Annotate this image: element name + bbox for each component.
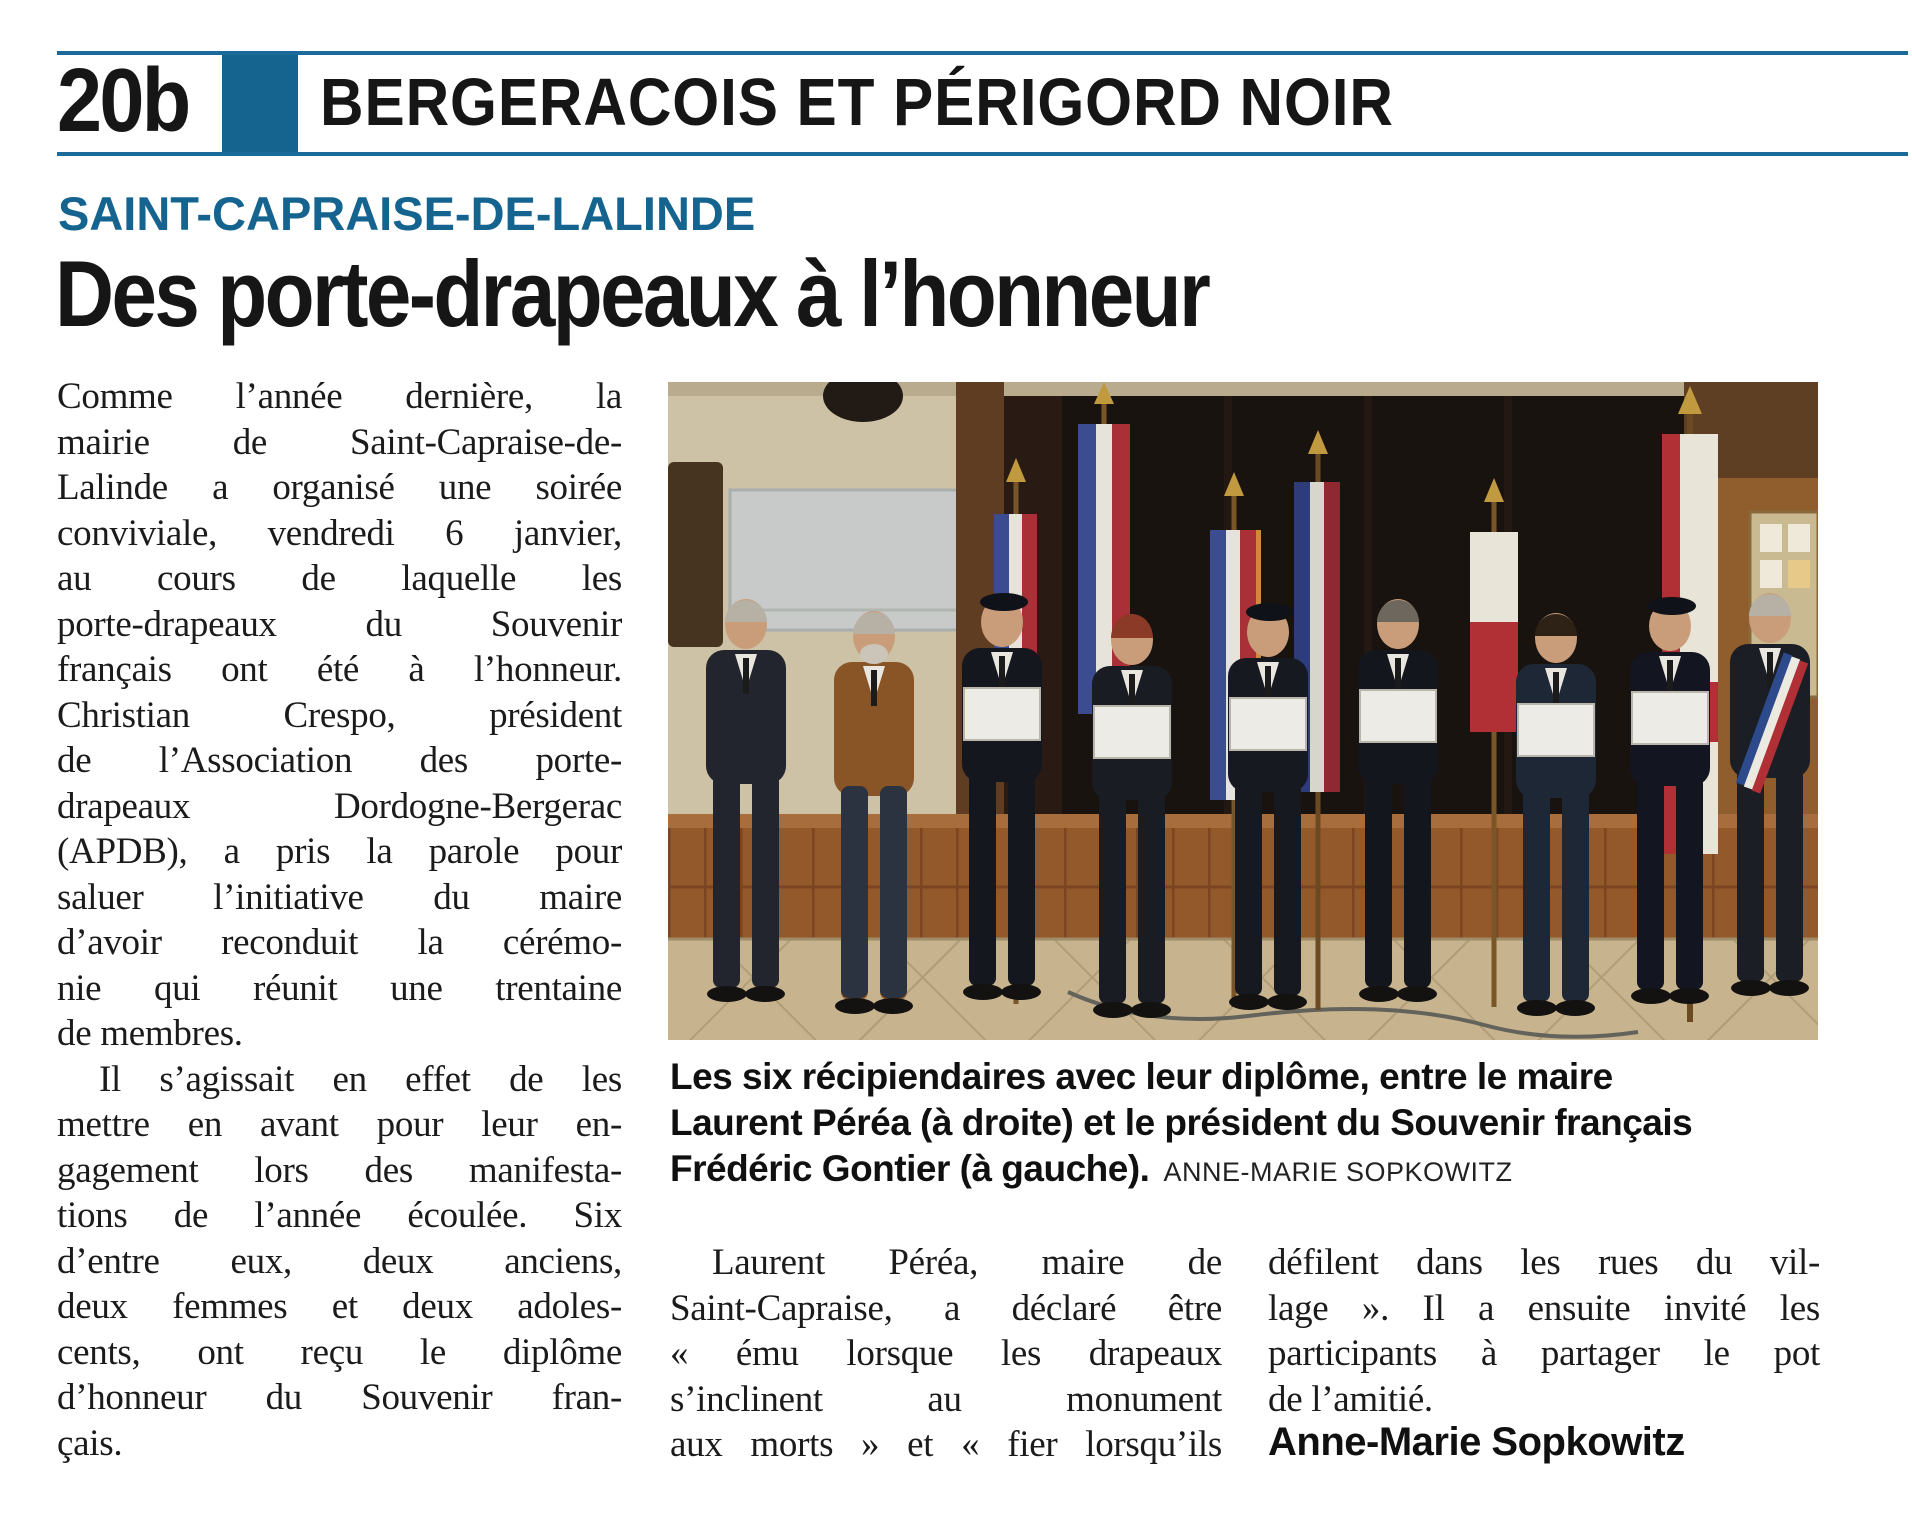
article-photo: [668, 382, 1818, 1040]
section-title: BERGERACOIS ET PÉRIGORD NOIR: [320, 65, 1394, 140]
text-line: çais.: [57, 1422, 123, 1464]
text-line: Christian Crespo, président: [57, 694, 622, 736]
text-line: défilent dans les rues du vil-: [1268, 1242, 1820, 1283]
caption-line: Les six récipiendaires avec leur diplôme, entre le maire: [670, 1056, 1613, 1097]
text-line: Lalinde a organisé une soirée: [57, 467, 622, 508]
header-rule-bottom: [57, 152, 1908, 156]
article-byline: Anne-Marie Sopkowitz: [1268, 1420, 1685, 1464]
article-column-3: [1268, 1240, 1820, 1422]
text-line: deux femmes et deux adoles-: [57, 1286, 622, 1327]
text-line: d’entre eux, deux anciens,: [57, 1240, 622, 1282]
text-line: mettre en avant pour leur en-: [57, 1104, 622, 1145]
text-line: français ont été à l’honneur.: [57, 649, 622, 690]
page-number: 20b: [57, 51, 189, 151]
header-rule-top: [57, 51, 1908, 55]
text-line: participants à partager le pot: [1268, 1333, 1820, 1374]
text-line: au cours de laquelle les: [57, 558, 622, 599]
article-column-2: [670, 1240, 1222, 1468]
text-line: mairie de Saint-Capraise-de-: [57, 421, 622, 463]
text-line: d’honneur du Souvenir fran-: [57, 1377, 622, 1418]
text-line: aux morts » et « fier lorsqu’ils: [670, 1424, 1222, 1465]
text-line: lage ». Il a ensuite invité les: [1268, 1287, 1820, 1329]
article-kicker: SAINT-CAPRAISE-DE-LALINDE: [58, 187, 756, 240]
text-line: « ému lorsque les drapeaux: [670, 1333, 1222, 1374]
photo-credit: ANNE-MARIE SOPKOWITZ: [1163, 1157, 1513, 1187]
text-line: conviviale, vendredi 6 janvier,: [57, 512, 622, 554]
text-line: Laurent Péréa, maire de: [712, 1242, 1222, 1283]
caption-line: Laurent Péréa (à droite) et le président du Souvenir français: [670, 1102, 1693, 1143]
text-line: saluer l’initiative du maire: [57, 876, 622, 918]
text-line: drapeaux Dordogne-Bergerac: [57, 785, 622, 827]
text-line: cents, ont reçu le diplôme: [57, 1331, 622, 1373]
text-line: Saint-Capraise, a déclaré être: [670, 1287, 1222, 1329]
text-line: d’avoir reconduit la cérémo-: [57, 922, 622, 963]
text-line: s’inclinent au monument: [670, 1378, 1222, 1420]
photo-illustration: [668, 382, 1818, 1040]
photo-caption: [670, 1054, 1840, 1195]
text-line: de l’amitié.: [1268, 1378, 1433, 1420]
article-headline: Des porte-drapeaux à l’honneur: [55, 241, 1209, 346]
caption-text: Frédéric Gontier (à gauche).: [670, 1148, 1150, 1189]
text-line: Il s’agissait en effet de les: [99, 1058, 622, 1100]
text-line: de membres.: [57, 1013, 243, 1054]
text-line: porte-drapeaux du Souvenir: [57, 603, 622, 645]
text-line: Comme l’année dernière, la: [57, 376, 622, 417]
caption-line: [670, 1146, 1840, 1195]
text-line: nie qui réunit une trentaine: [57, 967, 622, 1009]
text-line: (APDB), a pris la parole pour: [57, 831, 622, 872]
speaker-box: [668, 462, 723, 647]
text-line: tions de l’année écoulée. Six: [57, 1195, 622, 1236]
text-line: gagement lors des manifesta-: [57, 1149, 622, 1191]
section-color-block: [222, 55, 298, 152]
article-column-1: [57, 374, 622, 1466]
text-line: de l’Association des porte-: [57, 740, 622, 781]
